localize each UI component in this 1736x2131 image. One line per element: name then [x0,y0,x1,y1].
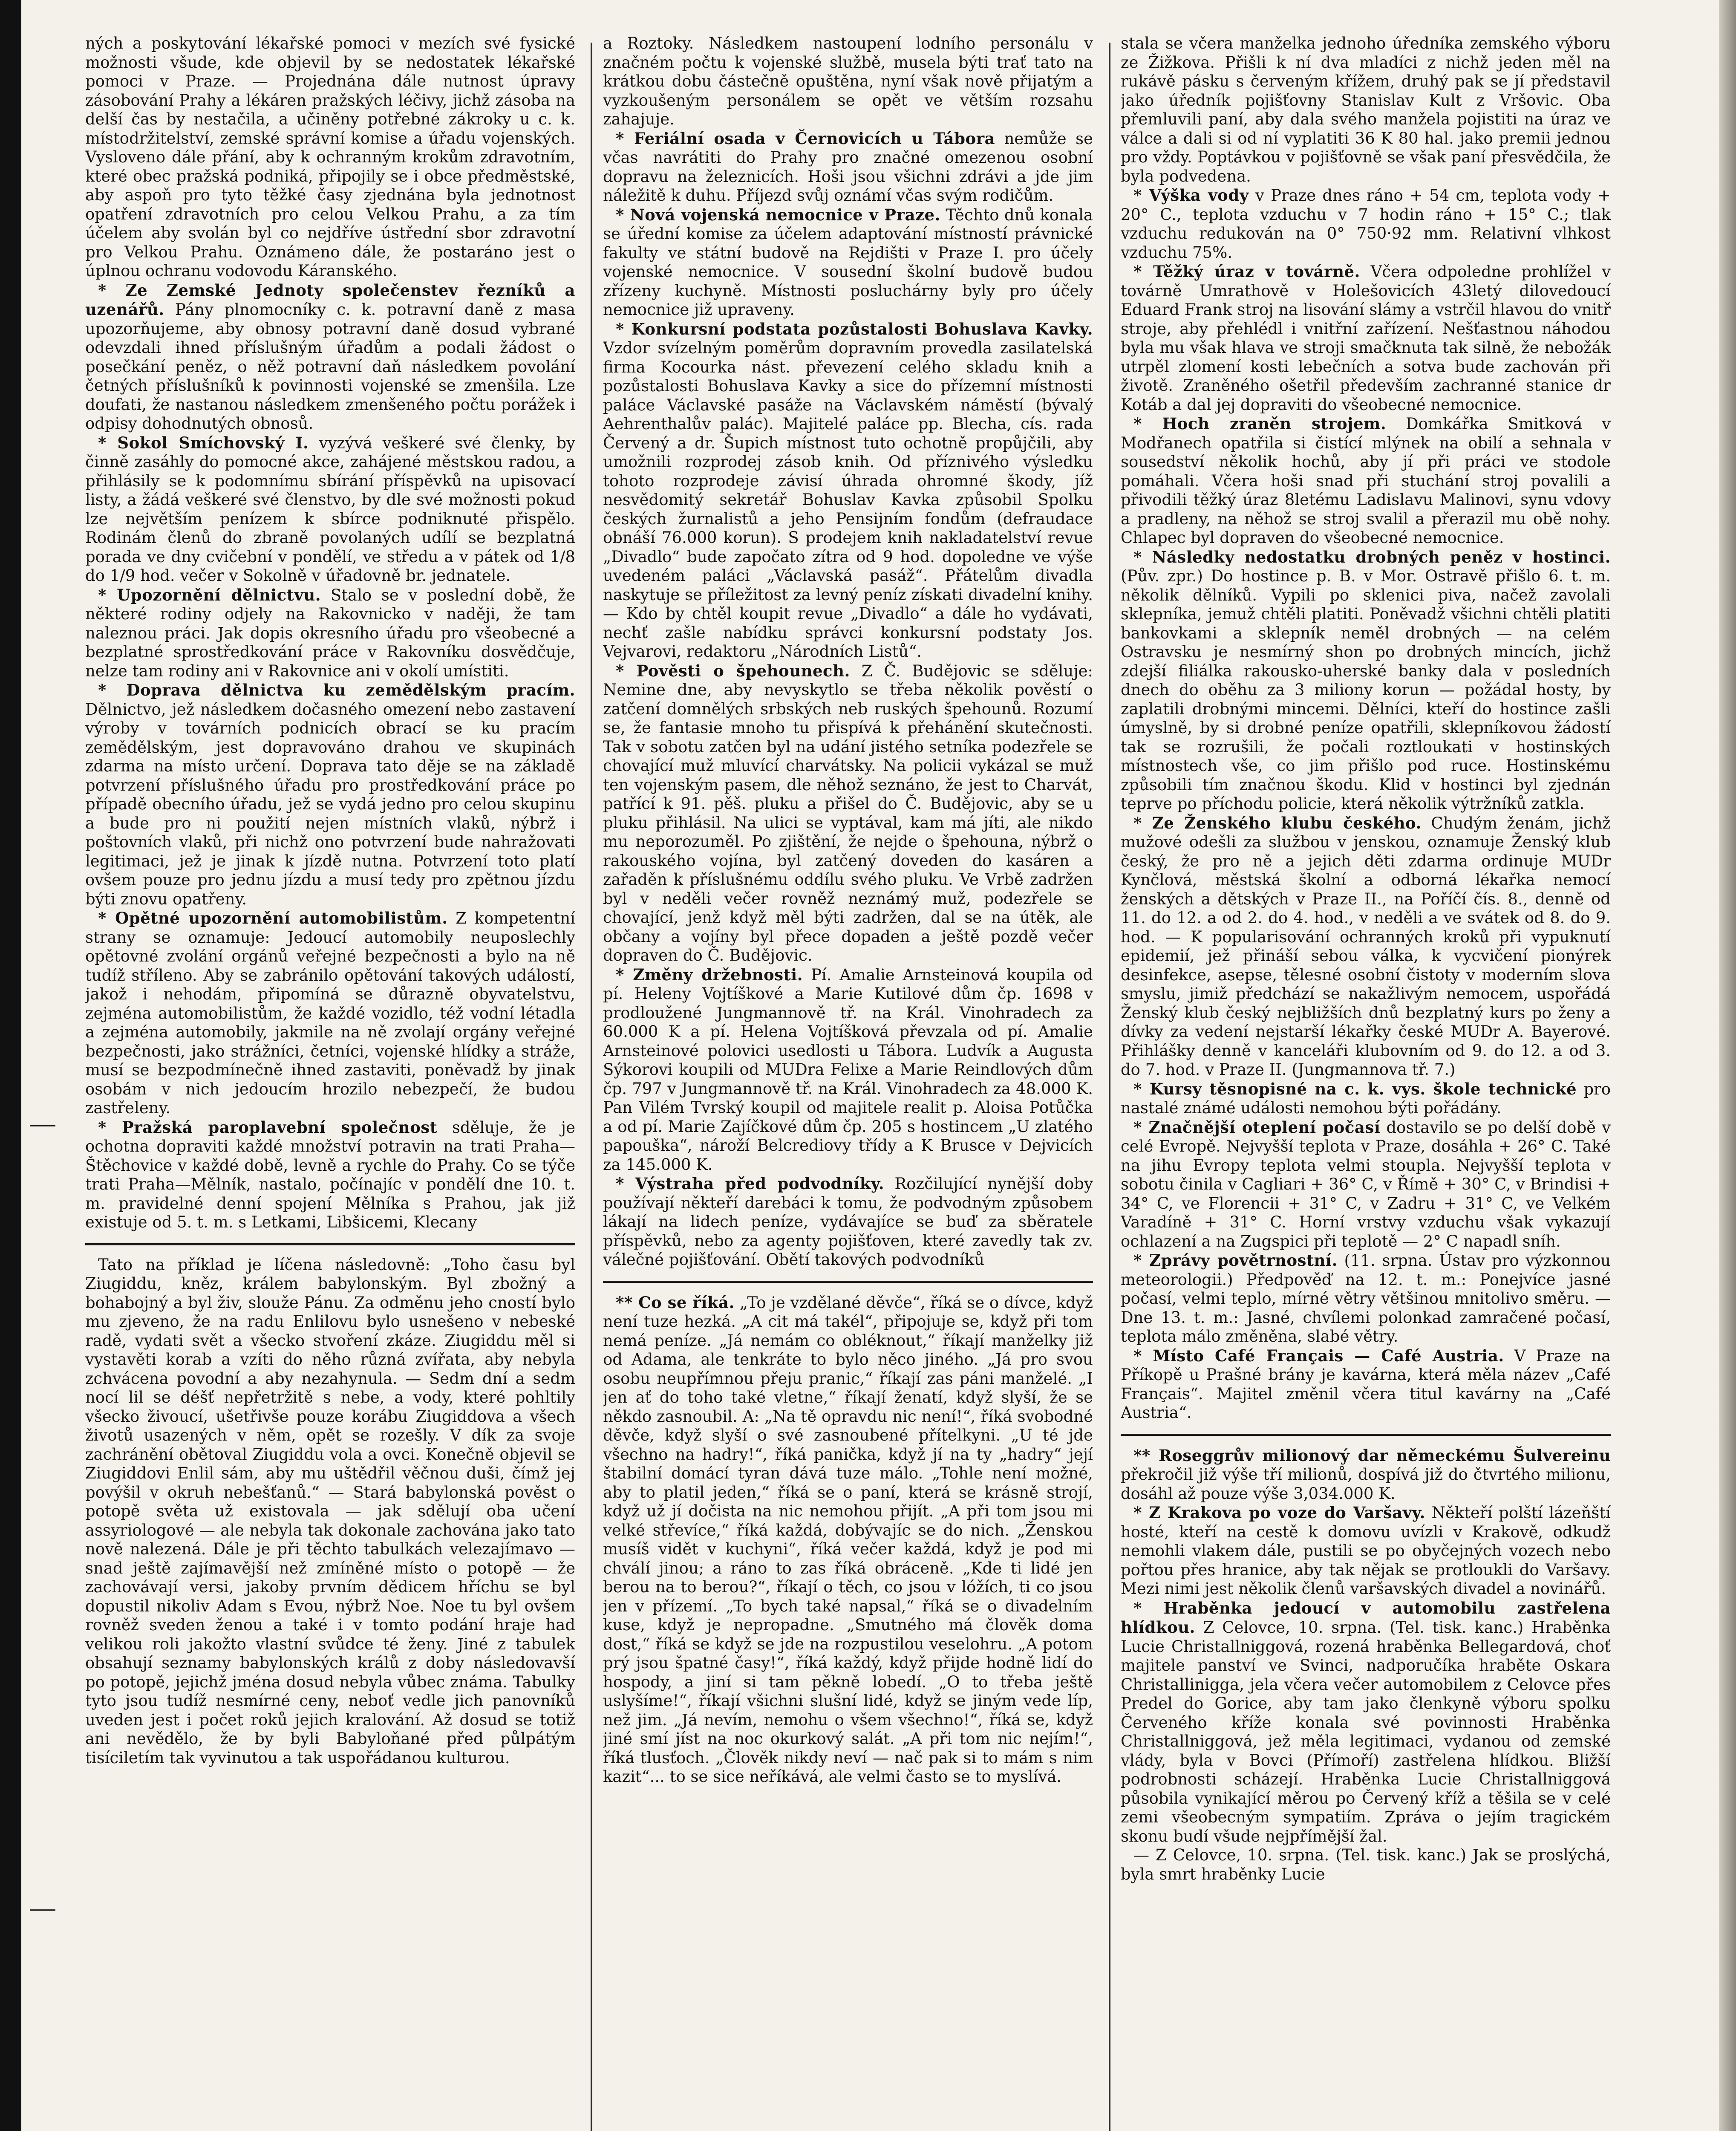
article-heading: * Nová vojenská nemocnice v Praze. [616,205,940,224]
article-heading: * Pověsti o špehounech. [616,661,850,680]
article-text: stala se včera manželka jednoho úředníka zemského výboru ze Žižkova. Přišli k ní dva mladíci z nichž jeden měl na rukávě pásku s červeným křížem, druhý pak se jí představil jako úředník pojišťovny Stanislav Kult z Vršovic. Oba přemluvili paní, aby dala svého manžela pojistiti na úraz ve válce a dali si od ní vyplatiti 36 K 80 hal. jako premii jednou pro vždy. Poptávkou v pojišťovně se však paní přesvědčila, že byla podvedena. [1121,34,1611,185]
article-heading: * Opětné upozornění automobilistům. [98,909,448,927]
article-heading: * Doprava dělnictva ku zemědělským pracím. [98,681,575,699]
article-heading: * Následky nedostatku drobných peněz v hostinci. [1133,547,1611,566]
article-heading: * Značnější oteplení počasí [1133,1117,1381,1137]
article-heading: * Konkursní podstata pozůstalosti Bohuslava Kavky. [616,319,1093,338]
article-body: dostavilo se po delší době v celé Evropě. Nejvyšší teplota v Praze, dosáhla + 26° C. Také na jihu Evropy teplota velmi stoupla. Nejvyšší teplota v sobotu činila v Cagliari + 36° C, v Římě + 30° C, v Brindisi + 34° C, ve Florencii + 31° C, v Zadru + 31° C, ve Velkém Varadíně + 31° C. Horní vrstvy vzduchu však vykazují ochlazení a na Zugspici při teplotě — 2° C napadl sníh. [1121,1118,1611,1250]
article-heading: * Z Krakova po voze do Varšavy. [1133,1503,1425,1522]
article-heading: * Hraběnka jedoucí v automobilu zastřelena hlídkou. [1121,1598,1611,1637]
article [1121,1503,1611,1599]
article [603,205,1093,320]
article-heading: * Upozornění dělnictvu. [98,585,321,604]
article [1121,1251,1611,1346]
article-body: vyzývá veškeré své členky, by činně zasáhly do pomocné akce, zahájené městskou radou, a přihlásily se k podomnímu sbírání příspěvků na upisovací listy, a žádá veškeré své členstvo, by dle své možnosti pokud lze největším penízem k sbírce podniknuté přispělo. Rodinám členů do zbraně povolaných udílí se bezplatná porada ve dny cvičební v pondělí, ve středu a v pátek od 1/8 do 1/9 hod. večer v Sokolně v úřadovně br. jednatele. [85,433,575,585]
article-heading: * Ze Ženského klubu českého. [1133,813,1422,832]
article-text: — Z Celovce, 10. srpna. (Tel. tisk. kanc.) Jak se proslýchá, byla smrt hraběnky Lucie [1121,1846,1611,1883]
article-heading: * Výška vody [1133,186,1249,205]
article [85,909,575,1118]
article-heading: * Pražská paroplavební společnost [98,1117,438,1137]
article-body: Těchto dnů konala se úřední komise za účelem adaptování místností právnické fakulty ve státní budově na Rejdišti v Praze I. pro účely vojenské nemocnice. V sousední školní budově budou zřízeny kuchyně. Místnosti posluchárny byly pro účely nemocnice již upraveny. [603,205,1093,319]
article [603,1293,1093,1787]
article-body: „To je vzdělané děvče“, říká se o dívce, když není tuze hezká. „A cit má takél“, připojuje se, když při tom nemá peníze. „Já nemám co obléknout,“ říkají manželky již od Adama, ale tenkráte to bylo něco jiného. „Já pro svou osobu neupřímnou přeju pranic,“ říkají zas páni manželé. „I jen ať do toho také vletne,“ říkají ženatí, když slyší, že se někdo zasnoubil. A: „Na tě opravdu nic není!“, říká svobodné děvče, když slyší o své zasnoubené přítelkyni. „U té jde všechno na hadry!“, říká panička, když jí na ty „hadry“ její štabilní domácí tyran dává tuze málo. „Tohle není možné, aby to platil jeden,“ říká se o paní, která se krásně strojí, když už jí dočista na nic nemohou přijít. „A při tom jsou mi velké střevíce,“ říká každá, dobývajíc se do nich. „Ženskou musíš vidět v kuchyni“, říká večer každá, když je pod mi chválí jinou; a ráno to zas říká obráceně. „Kde ti lidé jen berou na to berou?“, říkají o těch, co jsou v lóžích, ti co jsou jen v přízemí. „To bych také napsal,“ říká se o divadelním kuse, když je nepropadne. „Smutného má člověk doma dost,“ říká se když se jde na rozpustilou veselohru. „A potom prý jsou špatné časy!“, říká každý, když přijde hodně lidí do hospody, a jiní si tam pěkně lobedí. „O to třeba ještě uslyšíme!“, říkají všichni slušní lidé, když se jiným vede líp, než jim. „Já nevím, nemohu o všem všechno!“, říká se, když jiné smí jíst na noc okurkový salát. „A při tom nic nejím!“, říká tlusťoch. „Člověk nikdy neví — nač pak si to mám s nim kazit“... to se sice neříkává, ale velmi často se to myslívá. [603,1293,1093,1786]
article [1121,548,1611,814]
article-heading: * Hoch zraněn strojem. [1133,414,1387,433]
article [1121,814,1611,1080]
section-divider [85,1243,575,1245]
article [85,281,575,433]
article [85,433,575,586]
article-body: Stalo se v poslední době, že některé rodiny odjely na Rakovnicko v naději, že tam naleznou práci. Jak dopis okresního úřadu pro všeobecné a bezplatné sprostředkování práce v Rakovníku dosvědčuje, nelze tam rodiny ani v Rakovnice ani v okolí umístiti. [85,586,575,680]
article-heading: ** Co se říká. [616,1293,735,1312]
article-body: Rozčilující nynější doby používají někteří darebáci k tomu, že podvodným způsobem lákají na lidech peníze, vydávajíce se buď za sběratele příspěvků, nebo za agenty pojišťoven, které zavedly tak zv. válečné pojišťování. Obětí takových podvodníků [603,1175,1093,1269]
article-body: (11. srpna. Ústav pro výzkonnou meteorologii.) Předpověď na 12. t. m.: Ponejvíce jasné počasí, velmi teplo, mírné větry většinou mnitolivo směru. — Dne 13. t. m.: Jasné, chvílemi polonkad zamračené počasí, teplota málo změněna, slabé větry. [1121,1251,1611,1346]
article [1121,1346,1611,1423]
article [85,586,575,681]
article-body: Z Č. Budějovic se sděluje: Nemine dne, aby nevyskytlo se třeba několik pověstí o zatčení domnělých srbských neb ruských špehounů. Rozumí se, že fantasie mnoho tu přispívá k přehánění skutečnosti. Tak v sobotu zatčen byl na udání jistého setníka podezřele se chovající muž mluvící charvátsky. Na policii vykázal se muž ten vojenským pasem, dle něhož seznáno, že jest to Charvát, patřící k 91. pěš. pluku a přišel do Č. Budějovic, aby se u pluku přihlásil. Na ulici se vyptával, kam má jíti, ale nikdo mu neporozuměl. Po zjištění, že nejde o špehouna, nýbrž o rakouského vojína, byl zatčený doveden do kasáren a zařaděn k příslušnému oddílu svého pluku. Ve Vrbě zadržen byl v neděli večer rovněž neznámý muž, podezřele se chovající, jenž když měl býti zadržen, dal se na útěk, ale občany a vojíny byl přece dopaden a ještě pozdě večer dopraven do Č. Budějovic. [603,661,1093,964]
article [1121,414,1611,548]
article-body: Z Celovce, 10. srpna. (Tel. tisk. kanc.) Hraběnka Lucie Christallniggová, rozená hraběnka Bellegardová, choť majitele panství ve Svinci, nadporučíka hraběte Oskara Christalliniggа, jela včera večer automobilem z Celovce přes Predel do Gorice, aby tam jako členkyně výboru spolku Červeného kříže konala své povinnosti Hraběnka Christallniggová, jež měla legitimaci, vydanou od zemské vlády, byla v Bovci (Přímoří) zastřelena hlídkou. Bližší podrobnosti scházejí. Hraběnka Lucie Christallniggová působila vynikající měrou po Červený kříž a těšila se v celé zemi všeobecným sympatiím. Zpráva o jejím tragickém skonu budí všude nejpřímější žal. [1121,1618,1611,1845]
article-body: Z kompetentní strany se oznamuje: Jedoucí automobily neuposlechly opětovné zvolání orgánů veřejné bezpečnosti a bylo na ně tudíž stříleno. Aby se zabránilo opětování takových událostí, jakož i nehodám, připomíná se důrazně obyvatelstvu, zejména automobilistům, že každé vozidlo, též vodní létadla a zejména automobily, jakmile na ně zvolají orgány veřejné bezpečnosti, jako strážníci, četníci, vojenské hlídky a stráže, musí se bezpodmínečně ihned zastaviti, poněvadž by jinak osobám v nich jedoucím hrozilo nebezpečí, že budou zastřeleny. [85,909,575,1117]
article-body: Včera odpoledne prohlížel v továrně Umrathově v Holešovicích 43letý dilovedoucí Eduard Frank stroj na lisování slámy a vstrčil hlavou do vnitř stroje, aby přehlédl i vnitřní zařízení. Nešťastnou náhodou byla mu však hlava ve stroji smačknuta tak silně, že nebožák utrpěl zlomení kosti lebečních a sotva bude zachován při životě. Zraněného ošetřil především zachranné stanice dr Kotáb a dal jej dopraviti do všeobecné nemocnice. [1121,263,1611,414]
article-heading: * Místo Café Français — Café Austria. [1133,1346,1504,1365]
article-heading: ** Roseggrův milionový dar německému Šulvereinu [1133,1446,1611,1465]
article [1121,186,1611,262]
article [85,1118,575,1232]
article-body: Dělnictvo, jež následkem dočasného omezení nebo zastavení výroby v továrních podnicích obrací se ku pracím zemědělským, jest dopravováno drahou ve skupinách zdarma na místo určení. Doprava tato děje se na základě potvrzení příslušného úřadu pro prostředkování práce po případě obecního úřadu, jež se vydá jedno pro celou skupinu a bude pro ni použití nejen místních vlaků, nýbrž i poštovních vlaků, při nichž ono potvrzení bude nahražovati legitimaci, jež je jinak k jízdě nutna. Potvrzení toto platí ovšem pouze pro jednu jízdu a musí tedy pro zpětnou jízdu býti znovu opatřeny. [85,700,575,908]
article [603,1174,1093,1270]
article-body: Chudým ženám, jichž mužové odešli za službou v jenskou, oznamuje Ženský klub český, že pro ně a jejich děti zdarma ordinuje MUDr Kynčlová, městská školní a odborná lékařka nemocí ženských a dětských v Praze II., na Poříčí čís. 8., denně od 11. do 12. a od 2. do 4. hod., v neděli a ve svátek od 8. do 9. hod. — K popularisování ochranných kroků při vypuknutí epidemií, jež přináší sebou válka, k vycvičení pionýrek desinfekce, asepse, tělesné osobní čistoty v moderním slova smyslu, jimiž předchází se nakažlivým nemocem, uspořádá Ženský klub český nejbližších dnů bezplatný kurs po ženy a dívky za vedení nejstarší lékařky české MUDr A. Bayerové. Přihlášky denně v kanceláři klubovním od 9. do 12. a od 3. do 7. hod. v Praze II. (Jungmannova tř. 7.) [1121,814,1611,1079]
article-body: (Pův. zpr.) Do hostince p. B. v Mor. Ostravě přišlo 6. t. m. několik dělníků. Vypili po sklenici piva, načež zavolali sklepníka, jemuž chtěli platiti. Poněvadž všichni chtěli platiti bankovkami a sklepník neměl drobných — na celém Ostravsku je nesmírný shon po drobných mincích, jichž zdejší filiálka rakousko-uherské banky dala v posledních dnech do oběhu za 3 miliony korun — požádal hosty, by zaplatili drobnými mincemi. Dělníci, kteří do hostince zašli úmyslně, by si drobné peníze opatřili, sklepníkovou žádostí tak se rozrušili, že počali roztloukati v hostinských místnostech vše, co jim přišlo pod ruce. Hostinskému způsobili tím značnou škodu. Klid v hostinci byl zjednán teprve po příchodu policie, která několik výtržníků zatkla. [1121,567,1611,813]
article-body: V Praze na Příkopě u Prašné brány je kavárna, která měla název „Café Français“. Majitel změnil včera titul kavárny na „Café Austria“. [1121,1346,1611,1422]
article [1121,1446,1611,1504]
article-heading: * Těžký úraz v továrně. [1133,262,1360,281]
section-divider [1121,1434,1611,1436]
newspaper-page [85,34,1662,2131]
article [603,320,1093,661]
article-body: Pány plnomocníky c. k. potravní daně z masa upozorňujeme, aby obnosy potravní daně dosud vybrané odevzdali ihned příslušným úřadům a podali žádost o posečkání peněz, o něž potravní daň následkem povolání četných příslušníků k povinnosti vojenské se zmenšila. Lze doufati, že nastanou následkem zmenšeného počtu porážek i odpisy dohodnutých obnosů. [85,300,575,433]
article-body: v Praze dnes ráno + 54 cm, teplota vody + 20° C., teplota vzduchu v 7 hodin ráno + 15° C.; tlak vzduchu redukován na 0° 750·92 mm. Relativní vlhkost vzduchu 75%. [1121,186,1611,262]
article [1121,1599,1611,1846]
column-2 [603,34,1093,2131]
column-1 [85,34,575,2131]
scan-left-edge [0,0,21,2131]
column-3 [1121,34,1611,2131]
article [1121,1118,1611,1251]
article-heading: * Změny držebnosti. [616,965,803,984]
column-rule [591,43,592,2131]
article [85,681,575,909]
article-body: Pí. Amalie Arnsteinová koupila od pí. Heleny Vojtíškové a Marie Kutilové dům čp. 1698 v prodloužené Jungmannově tř. na Král. Vinohradech za 60.000 K a pí. Helena Vojtíšková převzala od pí. Amalie Arnsteinové polovici usedlosti u Tábora. Ludvík a Augusta Sýkorovi koupili od MUDra Felixe a Marie Reindlových dům čp. 797 v Jungmannově tř. na Král. Vinohradech za 48.000 K. Pan Vilém Tvrský koupil od majitele realit p. Aloisa Potůčka a od pí. Marie Zajíčkové dům čp. 205 s hostincem „U zlatého papouška“, nároží Belcrediovy třídy a K Brusce v Dejvicích za 145.000 K. [603,965,1093,1174]
article [1121,262,1611,414]
scan-right-edge [1719,0,1736,2131]
article-body: sděluje, že je ochotna dopraviti každé množství potravin na trati Praha—Štěchovice v každé době, levně a rychle do Prahy. Co se týče trati Praha—Mělník, nastalo, počínajíc v pondělí dne 10. t. m. pravidelné denní spojení Mělníka s Prahou, jak již existuje od 5. t. m. s Letkami, Libšicemi, Klecany [85,1118,575,1231]
feuilleton-text: Tato na příklad je líčena následovně: „Toho času byl Ziugiddu, kněz, králem babylonským. Byl zbožný a bohabojný a byl živ, slouže Pánu. Za odměnu jeho cností bylo mu zjeveno, že na radu Enlilovu bylo usnešeno v nebeské radě, vydati svět a všecko stvoření zkáze. Ziugiddu měl si vystavěti korab a vzíti do něho různá zvířata, aby nebyla zchvácena povodní a aby nezahynula. — Sedm dní a sedm nocí lil se déšť nepřetržitě s nebe, a vody, které pohltily všecko živoucí, ušetřivše pouze korábu Ziugiddova a všech životů usazených v něm, opět se rozešly. V dík za svoje zachránění obětoval Ziugiddu vola a ovci. Konečně objevil se Ziugiddovi Enlil sám, aby mu uštědřil věčnou duši, čímž jej povýšil v okruh nebešťanů.“ — Stará babylonská pověst o potopě světa už existovala — jak sdělují oba učení assyriologové — ale nebyla tak dokonale zachována jako tato nově nalezená. Dále je při těchto tabulkách velezajímavo — snad ještě zajímavější než zmíněné místo o potopě — že zachovávají versi, jakoby prvním dědicem hříchu se byl dopustil nikoliv Adam s Evou, nýbrž Noe. Noe tu byl ovšem rovněž sveden ženou a také i v tomto podání hraje had velikou roli jakožto vlastní svůdce té ženy. Jiné z tabulek obsahují seznamy babylonských králů z doby následovavší po potopě, jejichž jména dosud nebyla vůbec známa. Tabulky tyto jsou tudíž nesmírné ceny, neboť vedle jich panovníků uveden jest i počet roků jejich kralování. Až dosud se totiž ani nevědělo, že by byli Babyloňané před půlpátým tisíciletím tak vyvinutou a tak uspořádanou kulturou. [85,1255,575,1767]
section-divider [603,1281,1093,1283]
article-heading: * Feriální osada v Černovicích u Tábora [616,129,995,148]
article-text: ných a poskytování lékařské pomoci v mezích své fysické možnosti všude, kde objevil by se nedostatek lékařské pomoci v Praze. — Projednána dále nutnost úpravy zásobování Prahy a lékáren pražských léčivy, jichž zásoba na delší čas by nestačila, a učiněny potřebné zákroky u c. k. místodržitelství, zemské správní komise a úřadu vojenských. Vysloveno dále přání, aby k ochranným krokům zdravotním, které obec pražská podniká, připojily se i obce předměstské, aby aspoň pro tyto těžké časy zjednána byla jednotnost opatření zdravotních pro celou Velkou Prahu, a za tím účelem aby svolán byl co nejdříve ústřední sbor zdravotní pro Velkou Prahu. Oznámeno dále, že postaráno jest o úplnou ochranu vodovodu Káranského. [85,34,575,280]
margin-tick [30,1909,55,1911]
article [603,965,1093,1175]
article-body: pro nastalé známé události nemohou býti pořádány. [1121,1080,1611,1117]
article [603,129,1093,205]
article-body: Domkářka Smitková v Modřanech opatřila si čistící mlýnek na obilí a sehnala v sousedství několik hochů, aby jí při práci ve stodole pomáhali. Včera hoši snad při stuchání stroj povalili a přivodili těžký úraz 8letému Ladislavu Malinovi, synu vdovy a pradleny, na něhož se stroj svalil a přerazil mu obě nohy. Chlapec byl dopraven do všeobecné nemocnice. [1121,415,1611,547]
article-body: nemůže se včas navrátiti do Prahy pro značné omezenou osobní dopravu na železnicích. Hoši jsou všichni zdrávi a jde jim náležitě k duhu. Příjezd svůj oznámí včas svým rodičům. [603,129,1093,205]
column-rule [1109,43,1110,2131]
article-heading: * Výstraha před podvodníky. [616,1174,885,1193]
article-body: překročil již výše tří milionů, dospívá již do čtvrtého milionu, dosáhl až pouze výše 3,034.000 K. [1121,1465,1611,1503]
article [1121,1080,1611,1118]
article-heading: * Kursy těsnopisné na c. k. vys. škole technické [1133,1079,1577,1098]
article-body: Vzdor svízelným poměrům dopravním provedla zasilatelská firma Kocourka nást. převezení celého skladu knih a pozůstalosti Bohuslava Kavky a sice do přízemní místnosti paláce Václavské pasáže na Václavském náměstí (bývalý Aehrenthalův palác). Majitelé paláce pp. Blecha, cís. rada Červený a dr. Šupich místnost tuto ochotně propůjčili, aby umožnili rozprodej zásob knih. Od příznivého výsledku tohoto rozprodeje závisí úhrada ohromné škody, jíž nesvědomitý sekretář Bohuslav Kavka způsobil Spolku českých žurnalistů a jeho Pensijním fondům (defraudace obnáší 76.000 korun). S prodejem knih nakladatelství revue „Divadlo“ bude započato zítra od 9 hod. dopoledne ve výše uvedeném paláci „Václavská pasáž“. Přátelům divadla naskytuje se příležitost za levný peníz získati divadelní knihy. — Kdo by chtěl koupit revue „Divadlo“ a dále ho vydávati, nechť zašle nabídku správci konkursní podstaty Jos. Vejvarovi, redaktoru „Národních Listů“. [603,339,1093,661]
article-heading: * Zprávy povětrnostní. [1133,1251,1338,1270]
article [603,661,1093,965]
article-body: Někteří polští lázeňští hosté, kteří na cestě k domovu uvízli v Krakově, odkudž nemohli vlakem dále, pustili se po obyčejných vozech nebo pořtou přes hranice, aby tak nějak se protloukli do Varšavy. Mezi nimi jest několik členů varšavských divadel a novinářů. [1121,1504,1611,1598]
article-heading: * Ze Zemské Jednoty společenstev řezníků a uzenářů. [85,280,575,319]
article-heading: * Sokol Smíchovský I. [98,433,309,452]
article-text: a Roztoky. Následkem nastoupení lodního personálu v značném počtu k vojenské službě, musela býti trať tato na krátkou dobu částečně opuštěna, nyní však nově přijatým a vyzkoušeným personálem se opět ve větším rozsahu zahajuje. [603,34,1093,128]
margin-tick [30,1125,55,1126]
